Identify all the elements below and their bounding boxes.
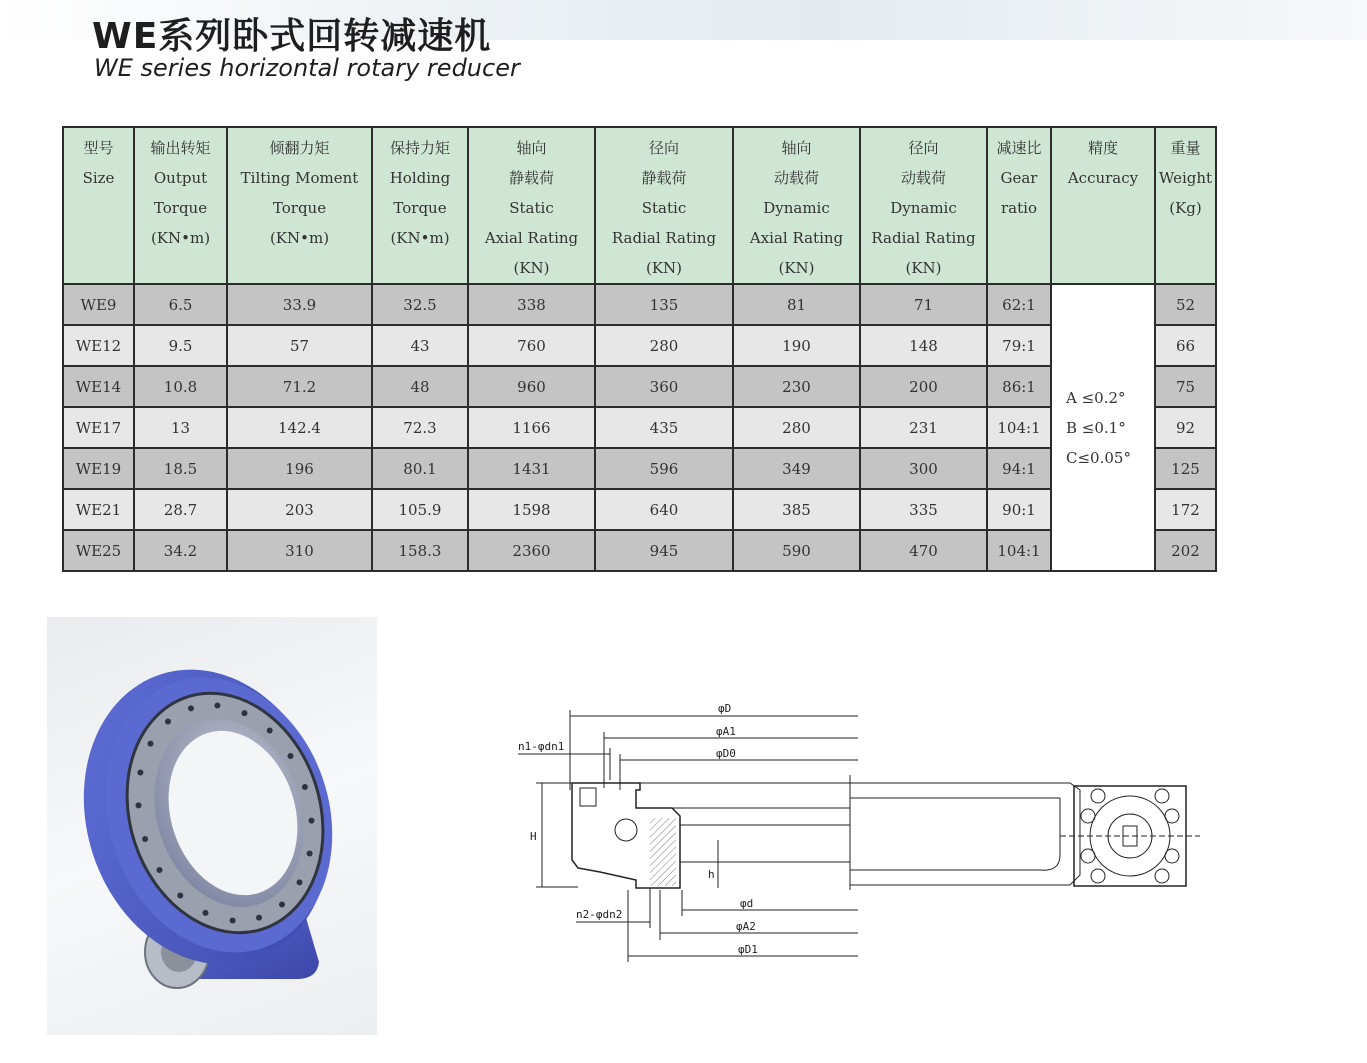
- table-cell: 13: [134, 407, 227, 448]
- accuracy-grade: C≤0.05°: [1066, 448, 1131, 467]
- table-cell: 32.5: [372, 284, 468, 325]
- table-cell: 640: [595, 489, 733, 530]
- bolt-hole: [203, 910, 209, 916]
- table-cell: WE9: [63, 284, 134, 325]
- header-zh: 径向: [648, 139, 679, 157]
- table-cell: 1598: [468, 489, 595, 530]
- label-phiD: φD: [718, 702, 732, 715]
- header-zh: 轴向: [781, 139, 812, 157]
- table-cell: 18.5: [134, 448, 227, 489]
- table-cell: 310: [227, 530, 372, 571]
- header-en-line: Static: [641, 199, 687, 217]
- table-cell: 960: [468, 366, 595, 407]
- label-n2: n2-φdn2: [576, 908, 623, 921]
- table-cell: 90:1: [987, 489, 1051, 530]
- table-cell: 105.9: [372, 489, 468, 530]
- header-zh: 轴向: [516, 139, 547, 157]
- table-cell: 190: [733, 325, 860, 366]
- header-cell: [595, 127, 733, 284]
- header-en-line: Radial Rating: [871, 229, 976, 247]
- table-cell: 385: [733, 489, 860, 530]
- header-en-line: Dynamic: [890, 199, 957, 217]
- header-zh: 精度: [1087, 139, 1118, 157]
- label-phiD0: φD0: [716, 747, 736, 760]
- bolt-hole: [297, 879, 303, 885]
- table-cell: WE14: [63, 366, 134, 407]
- bolt-hole: [288, 753, 294, 759]
- table-row: [63, 407, 1216, 448]
- table-row: [63, 366, 1216, 407]
- dimension-drawing: [500, 690, 1220, 980]
- table-cell: 79:1: [987, 325, 1051, 366]
- table-cell: 66: [1155, 325, 1216, 366]
- header-cell: [733, 127, 860, 284]
- hatching: [650, 818, 676, 886]
- slewing-drive-image: [47, 617, 377, 1035]
- technical-drawing: [500, 690, 1220, 984]
- label-phid: φd: [740, 897, 754, 910]
- header-en-line: Torque: [272, 199, 327, 217]
- table-cell: 9.5: [134, 325, 227, 366]
- header-cell: [987, 127, 1051, 284]
- bolt-hole: [165, 719, 171, 725]
- label-H: H: [530, 830, 537, 843]
- header-en-line: Torque: [393, 199, 447, 217]
- table-cell: 349: [733, 448, 860, 489]
- label-phiA2: φA2: [736, 920, 756, 933]
- header-en-line: Axial Rating: [749, 229, 844, 247]
- table-row: [63, 489, 1216, 530]
- table-cell: 280: [733, 407, 860, 448]
- bolt-hole: [136, 802, 142, 808]
- header-en-line: Dynamic: [763, 199, 830, 217]
- header-zh: 重量: [1170, 139, 1201, 157]
- table-cell: 81: [733, 284, 860, 325]
- table-row: [63, 448, 1216, 489]
- bolt-hole: [137, 770, 143, 776]
- table-cell: 72.3: [372, 407, 468, 448]
- table-cell: 94:1: [987, 448, 1051, 489]
- label-n1: n1-φdn1: [518, 740, 565, 753]
- table-body: [63, 284, 1216, 571]
- header-en-line: (KN): [513, 259, 550, 277]
- table-cell: 435: [595, 407, 733, 448]
- header-zh: 减速比: [996, 139, 1042, 157]
- table-cell: 2360: [468, 530, 595, 571]
- table-cell: 57: [227, 325, 372, 366]
- header-en-line: 动载荷: [900, 169, 946, 187]
- bolt-hole: [307, 851, 313, 857]
- bolt-hole: [142, 836, 148, 842]
- header-en-line: Torque: [153, 199, 208, 217]
- bolt-hole: [309, 818, 315, 824]
- table-cell: 34.2: [134, 530, 227, 571]
- bolt-hole: [267, 728, 273, 734]
- table-cell: 196: [227, 448, 372, 489]
- spec-table: [62, 126, 1217, 572]
- table-cell: 52: [1155, 284, 1216, 325]
- table-cell: 300: [860, 448, 987, 489]
- table-cell: 200: [860, 366, 987, 407]
- table-cell: 596: [595, 448, 733, 489]
- header-en-line: Size: [82, 169, 115, 187]
- table-cell: 71: [860, 284, 987, 325]
- bolt-hole: [302, 784, 308, 790]
- table-cell: 80.1: [372, 448, 468, 489]
- table-cell: WE25: [63, 530, 134, 571]
- table-cell: 158.3: [372, 530, 468, 571]
- table-cell: 104:1: [987, 530, 1051, 571]
- header-en-line: (KN•m): [390, 229, 450, 247]
- header-zh: 倾翻力矩: [269, 139, 330, 157]
- table-cell: 48: [372, 366, 468, 407]
- table-cell: 280: [595, 325, 733, 366]
- bolt-hole: [256, 915, 262, 921]
- table-cell: WE17: [63, 407, 134, 448]
- table-cell: 75: [1155, 366, 1216, 407]
- header-cell: [227, 127, 372, 284]
- header-en-line: 静载荷: [641, 169, 687, 187]
- header-en-line: (Kg): [1169, 199, 1202, 217]
- header-cell: [134, 127, 227, 284]
- bolt-hole: [148, 741, 154, 747]
- page-title: WE系列卧式回转减速机: [92, 16, 492, 57]
- header-zh: 径向: [908, 139, 939, 157]
- label-h: h: [708, 868, 715, 881]
- header-zh: 保持力矩: [389, 139, 450, 157]
- table-cell: 33.9: [227, 284, 372, 325]
- bolt-hole: [177, 893, 183, 899]
- header-en-line: 动载荷: [773, 169, 819, 187]
- table-cell: 86:1: [987, 366, 1051, 407]
- table-cell: 590: [733, 530, 860, 571]
- table-cell: 231: [860, 407, 987, 448]
- header-en-line: Gear: [1000, 169, 1038, 187]
- header-en-line: (KN•m): [150, 229, 211, 247]
- header-en-line: Static: [509, 199, 554, 217]
- table-cell: 172: [1155, 489, 1216, 530]
- table-cell: 1431: [468, 448, 595, 489]
- table-cell: 10.8: [134, 366, 227, 407]
- accuracy-grade: B ≤0.1°: [1066, 418, 1126, 437]
- table-cell: 203: [227, 489, 372, 530]
- header-en-line: Holding: [389, 169, 451, 187]
- bolt-hole: [279, 902, 285, 908]
- header-en-line: Accuracy: [1067, 169, 1139, 187]
- table-cell: 148: [860, 325, 987, 366]
- table-cell: WE12: [63, 325, 134, 366]
- table-cell: 338: [468, 284, 595, 325]
- table-cell: 142.4: [227, 407, 372, 448]
- header-zh: 输出转矩: [150, 139, 211, 157]
- table-cell: 92: [1155, 407, 1216, 448]
- table-cell: 230: [733, 366, 860, 407]
- table-row: [63, 325, 1216, 366]
- table-cell: 135: [595, 284, 733, 325]
- label-phiA1: φA1: [716, 725, 736, 738]
- header-en-line: 静载荷: [508, 169, 554, 187]
- page-subtitle: WE series horizontal rotary reducer: [94, 54, 520, 82]
- table-cell: 360: [595, 366, 733, 407]
- table-cell: 62:1: [987, 284, 1051, 325]
- accuracy-grade: A ≤0.2°: [1066, 388, 1126, 407]
- accuracy-cell: [1051, 284, 1155, 571]
- header-en-line: (KN): [645, 259, 683, 277]
- table-row: [63, 284, 1216, 325]
- product-photo: [47, 617, 377, 1035]
- header-en-line: Radial Rating: [611, 229, 717, 247]
- header-cell: [468, 127, 595, 284]
- table-cell: 125: [1155, 448, 1216, 489]
- bolt-hole: [242, 710, 248, 716]
- table-cell: 1166: [468, 407, 595, 448]
- table-cell: 71.2: [227, 366, 372, 407]
- header-en-line: (KN): [905, 259, 942, 277]
- header-en-line: Output: [153, 169, 208, 187]
- bolt-hole: [157, 867, 163, 873]
- label-phiD1: φD1: [738, 943, 758, 956]
- header-en-line: (KN): [778, 259, 815, 277]
- table-cell: 202: [1155, 530, 1216, 571]
- header-en-line: Weight: [1158, 169, 1213, 187]
- table-cell: 43: [372, 325, 468, 366]
- bolt-hole: [214, 703, 220, 709]
- header-cell: [1051, 127, 1155, 284]
- header-en-line: ratio: [1001, 199, 1037, 217]
- table-cell: WE19: [63, 448, 134, 489]
- header-cell: [860, 127, 987, 284]
- header-zh: 型号: [83, 139, 114, 157]
- bolt-hole: [188, 705, 194, 711]
- table-cell: 470: [860, 530, 987, 571]
- header-cell: [372, 127, 468, 284]
- table-row: [63, 530, 1216, 571]
- header-en-line: Tilting Moment: [240, 169, 359, 187]
- header-en-line: (KN•m): [269, 229, 330, 247]
- table-cell: 28.7: [134, 489, 227, 530]
- table-cell: 760: [468, 325, 595, 366]
- header-row: [63, 127, 1216, 284]
- table-cell: WE21: [63, 489, 134, 530]
- header-cell: [1155, 127, 1216, 284]
- header-cell: [63, 127, 134, 284]
- bolt-hole: [230, 918, 236, 924]
- table-cell: 104:1: [987, 407, 1051, 448]
- table-cell: 6.5: [134, 284, 227, 325]
- table-cell: 335: [860, 489, 987, 530]
- header-en-line: Axial Rating: [484, 229, 579, 247]
- table-cell: 945: [595, 530, 733, 571]
